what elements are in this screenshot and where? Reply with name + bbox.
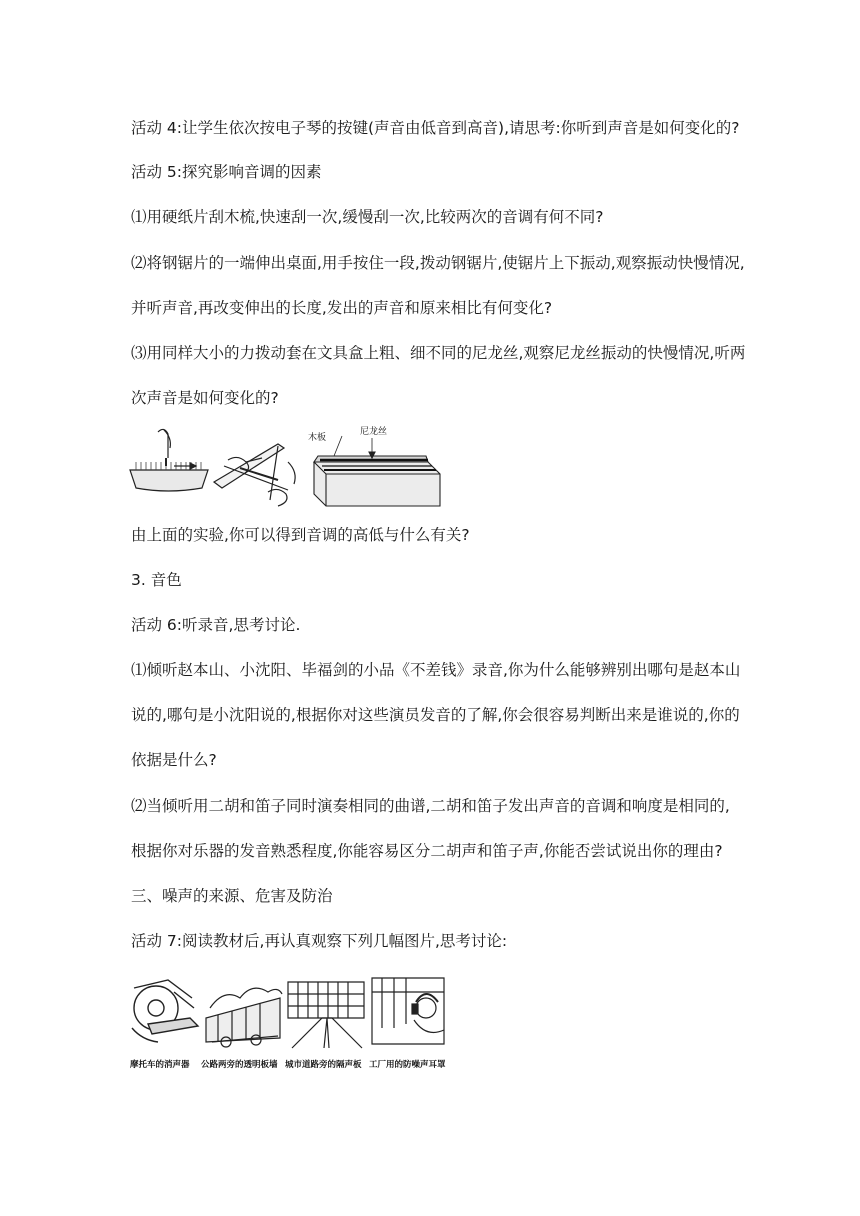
label-nylon-string: 尼龙丝 bbox=[360, 427, 388, 437]
pitch-experiment-illustration bbox=[128, 422, 448, 514]
paragraph-step-3-cont: 次声音是如何变化的? bbox=[131, 389, 279, 407]
paragraph-activity-6: 活动 6:听录音,思考讨论. bbox=[131, 616, 301, 634]
pitch-experiment-figure bbox=[128, 422, 448, 518]
earmuffs-illustration bbox=[372, 978, 444, 1044]
paragraph-timbre-2: ⑵当倾听用二胡和笛子同时演奏相同的曲谱,二胡和笛子发出声音的音调和响度是相同的, bbox=[131, 797, 730, 815]
paragraph-activity-5: 活动 5:探究影响音调的因素 bbox=[131, 163, 322, 181]
paragraph-timbre-1-cont: 说的,哪句是小沈阳说的,根据你对这些演员发音的了解,你会很容易判断出来是谁说的,你的 bbox=[131, 706, 740, 724]
paragraph-step-2-cont: 并听声音,再改变伸出的长度,发出的声音和原来相比有何变化? bbox=[131, 299, 553, 317]
motorcycle-muffler-illustration bbox=[132, 980, 198, 1042]
paragraph-activity-7: 活动 7:阅读教材后,再认真观察下列几幅图片,思考讨论: bbox=[131, 932, 508, 950]
noise-control-figure bbox=[128, 968, 458, 1070]
caption-motorcycle-muffler: 摩托车的消声器 bbox=[130, 1060, 190, 1070]
paragraph-timbre-1: ⑴倾听赵本山、小沈阳、毕福剑的小品《不差钱》录音,你为什么能够辨别出哪句是赵本山 bbox=[131, 661, 741, 679]
paragraph-timbre-2-cont: 根据你对乐器的发音熟悉程度,你能容易区分二胡声和笛子声,你能否尝试说出你的理由? bbox=[131, 842, 723, 860]
label-wood-board: 木板 bbox=[308, 433, 327, 443]
caption-sound-barrier: 城市道路旁的隔声板 bbox=[285, 1060, 362, 1070]
caption-earmuffs: 工厂用的防噪声耳罩 bbox=[369, 1060, 446, 1070]
paragraph-activity-4: 活动 4:让学生依次按电子琴的按键(声音由低音到高音),请思考:你听到声音是如何变化的? bbox=[131, 119, 740, 137]
noise-control-illustrations bbox=[128, 968, 458, 1054]
paragraph-step-3: ⑶用同样大小的力拨动套在文具盒上粗、细不同的尼龙丝,观察尼龙丝振动的快慢情况,听两 bbox=[131, 344, 746, 362]
paragraph-step-1: ⑴用硬纸片刮木梳,快速刮一次,缓慢刮一次,比较两次的音调有何不同? bbox=[131, 208, 604, 226]
transparent-wall-illustration bbox=[206, 988, 282, 1047]
caption-transparent-wall: 公路两旁的透明板墙 bbox=[201, 1060, 278, 1070]
saw-blade-illustration bbox=[214, 444, 295, 506]
paragraph-step-2: ⑵将钢锯片的一端伸出桌面,用手按住一段,拨动钢锯片,使锯片上下振动,观察振动快慢情况, bbox=[131, 254, 745, 272]
comb-scraping-illustration bbox=[130, 429, 208, 491]
paragraph-timbre-1-end: 依据是什么? bbox=[131, 751, 217, 769]
paragraph-conclusion-question: 由上面的实验,你可以得到音调的高低与什么有关? bbox=[131, 526, 470, 544]
section-heading-timbre: 3. 音色 bbox=[131, 571, 182, 589]
sound-barrier-illustration bbox=[288, 982, 364, 1048]
nylon-string-box-illustration bbox=[314, 436, 440, 506]
section-heading-noise: 三、噪声的来源、危害及防治 bbox=[131, 887, 333, 905]
